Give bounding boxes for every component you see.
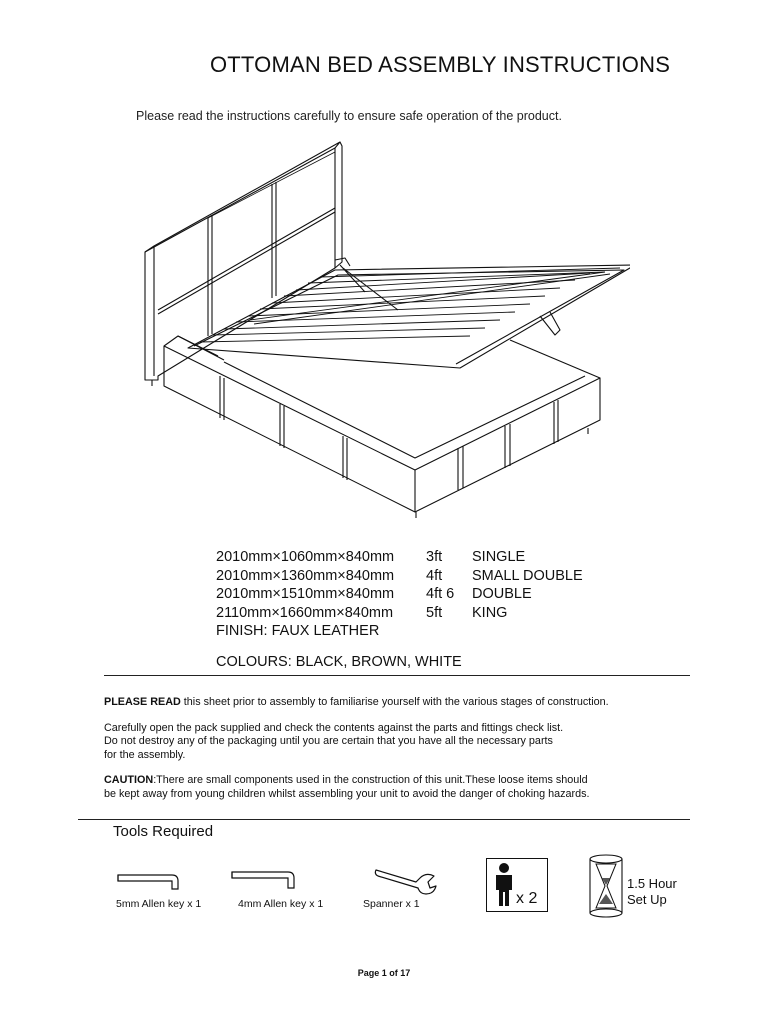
spec-size: 5ft — [426, 604, 443, 621]
please-read-label: PLEASE READ — [104, 696, 181, 708]
size-specifications — [216, 548, 583, 672]
instructions-notes — [104, 696, 690, 814]
allen-key-icon — [230, 866, 302, 892]
spec-dimensions: 2110mm×1660mm×840mm — [216, 604, 394, 621]
check-line: for the assembly. — [104, 748, 186, 761]
divider — [78, 819, 690, 820]
tools-title: Tools Required — [113, 823, 214, 840]
divider — [104, 675, 690, 676]
spec-name: DOUBLE — [472, 586, 532, 603]
please-read-text: this sheet prior to assembly to familiarise yourself with the various stages of construction. — [180, 696, 609, 708]
allen-key-icon — [116, 869, 186, 893]
spec-row — [216, 548, 583, 567]
spec-row — [216, 585, 583, 604]
spec-name: SINGLE — [472, 549, 526, 565]
caution-line: be kept away from young children whilst assembling your unit to avoid the danger of choking hazards. — [104, 787, 590, 800]
spec-name: SMALL DOUBLE — [472, 567, 583, 584]
caution-paragraph — [104, 774, 690, 801]
spec-size: 4ft — [426, 567, 443, 584]
spec-row — [216, 604, 583, 623]
bed-illustration — [130, 140, 630, 530]
tool-label: Spanner x 1 — [363, 898, 420, 910]
check-line: Carefully open the pack supplied and check the contents against the parts and fittings check list. — [104, 721, 564, 734]
please-read-paragraph — [104, 696, 690, 710]
setup-time — [627, 876, 677, 908]
spec-size: 3ft — [426, 549, 443, 565]
spanner-icon — [372, 864, 440, 898]
spec-size: 4ft 6 — [426, 586, 455, 603]
people-count: x 2 — [516, 890, 538, 907]
setup-time-line: Set Up — [627, 892, 667, 907]
tool-label: 5mm Allen key x 1 — [116, 898, 202, 910]
page-title: OTTOMAN BED ASSEMBLY INSTRUCTIONS — [209, 52, 671, 77]
check-line: Do not destroy any of the packaging until you are certain that you have all the necessary parts — [104, 735, 553, 748]
setup-time-line: 1.5 Hour — [627, 876, 677, 891]
spec-dimensions: 2010mm×1060mm×840mm — [216, 549, 395, 565]
person-icon — [492, 862, 516, 908]
spec-dimensions: 2010mm×1360mm×840mm — [216, 567, 395, 584]
colours-text: COLOURS: BLACK, BROWN, WHITE — [216, 653, 462, 670]
finish-text: FINISH: FAUX LEATHER — [216, 623, 380, 640]
page-number: Page 1 of 17 — [357, 968, 411, 978]
spec-name: KING — [472, 604, 508, 621]
spec-dimensions: 2010mm×1510mm×840mm — [216, 586, 395, 603]
caution-label: CAUTION — [104, 774, 154, 787]
spec-row — [216, 567, 583, 586]
intro-text: Please read the instructions carefully to ensure safe operation of the product. — [136, 109, 562, 123]
tool-label: 4mm Allen key x 1 — [238, 898, 324, 910]
check-paragraph — [104, 722, 690, 763]
caution-line: :There are small components used in the construction of this unit.These loose items should — [153, 774, 588, 787]
hourglass-icon — [586, 854, 626, 918]
